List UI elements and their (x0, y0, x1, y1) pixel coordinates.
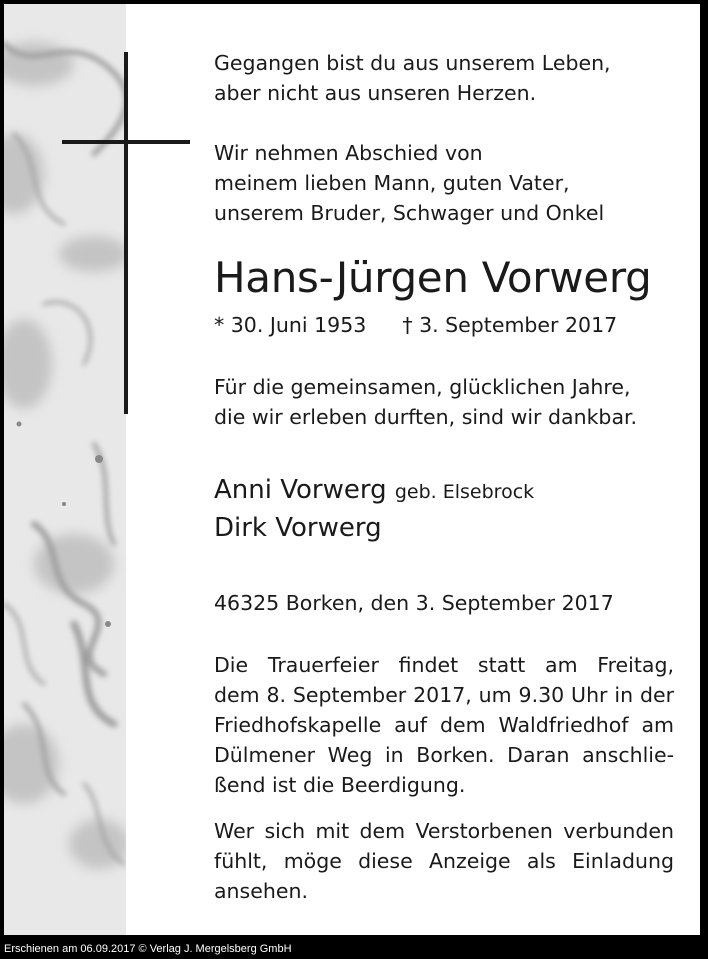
family-member-1-note: geb. Elsebrock (394, 481, 535, 503)
invitation (214, 816, 674, 906)
thanks (214, 372, 674, 432)
thanks-line-2: die wir erleben durften, sind wir dankbar. (214, 405, 638, 429)
funeral-line-3: Friedhofskapelle auf dem Waldfriedhof am (214, 713, 674, 737)
invitation-line-2: fühlt, möge diese Anzeige als Einladung (214, 849, 674, 873)
funeral-line-1: Die Trauerfeier findet statt am Freitag, (214, 653, 674, 677)
place-date: 46325 Borken, den 3. September 2017 (214, 591, 614, 615)
family-member-1 (214, 472, 534, 510)
family-member-1-name: Anni Vorwerg (214, 475, 387, 505)
intro-line-3: unserem Bruder, Schwager und Onkel (214, 201, 605, 225)
poem-line-2: aber nicht aus unseren Herzen. (214, 81, 537, 105)
cross-horizontal-bar (62, 140, 190, 144)
invitation-line-1: Wer sich mit dem Verstorbenen verbunden (214, 819, 674, 843)
birth-date: * 30. Juni 1953 (214, 313, 367, 337)
death-date: † 3. September 2017 (402, 313, 618, 337)
funeral-line-2: dem 8. September 2017, um 9.30 Uhr in der (214, 683, 674, 707)
funeral-line-5: ßend ist die Beerdigung. (214, 773, 466, 797)
intro-line-1: Wir nehmen Abschied von (214, 141, 483, 165)
intro (214, 138, 674, 228)
intro-line-2: meinem lieben Mann, guten Vater, (214, 171, 570, 195)
cross-vertical-bar (124, 52, 128, 414)
deceased-name: Hans-Jürgen Vorwerg (214, 253, 652, 302)
thanks-line-1: Für die gemeinsamen, glücklichen Jahre, (214, 375, 631, 399)
obituary-card (4, 4, 700, 935)
publication-footer: Erschienen am 06.09.2017 © Verlag J. Mergelsberg GmbH (4, 943, 292, 955)
family-member-2-name: Dirk Vorwerg (214, 513, 382, 543)
invitation-line-3: ansehen. (214, 879, 308, 903)
funeral-info (214, 650, 674, 800)
poem-line-1: Gegangen bist du aus unserem Leben, (214, 51, 611, 75)
family-member-2 (214, 510, 382, 546)
funeral-line-4: Dülmener Weg in Borken. Daran anschlie- (214, 743, 674, 767)
poem (214, 48, 674, 108)
life-dates (214, 310, 617, 340)
